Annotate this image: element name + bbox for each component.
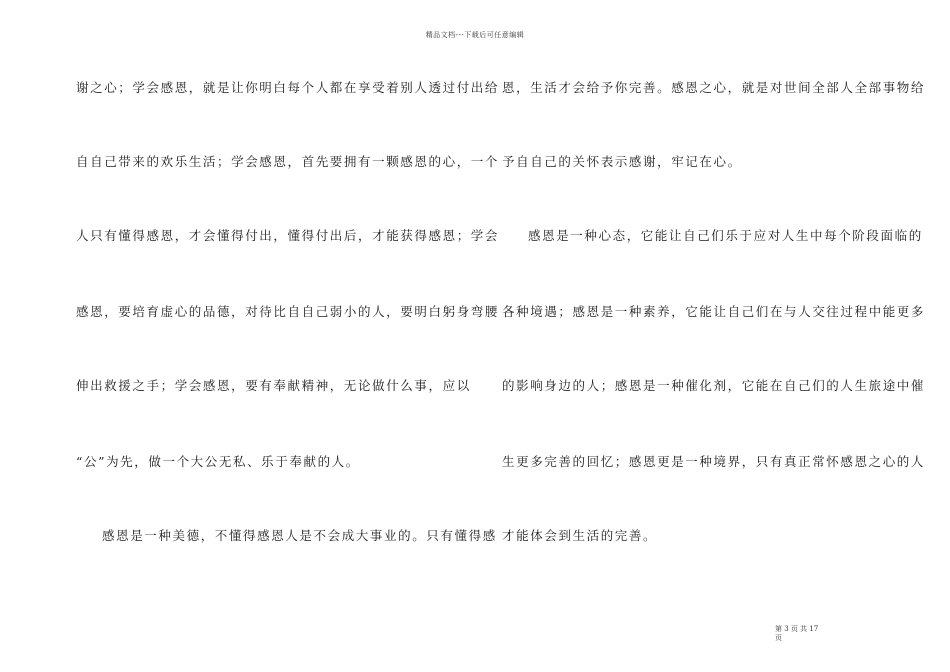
paragraph-line: “公”为先，做一个大公无私、乐于奉献的人。 (76, 454, 360, 469)
paragraph-line: 予自自己的关怀表示感谢，牢记在心。 (502, 154, 742, 169)
paragraph-line: 才能体会到生活的完善。 (502, 528, 658, 543)
paragraph-line: 人只有懂得感恩，才会懂得付出，懂得付出后，才能获得感恩；学会 (76, 228, 500, 243)
paragraph-line: 感恩是一种心态，它能让自己们乐于应对人生中每个阶段面临的 (528, 228, 923, 243)
page-number (775, 625, 818, 643)
paragraph-line: 感恩是一种美德，不懂得感恩人是不会成大事业的。只有懂得感 (102, 528, 497, 543)
page-number-line: 第 3 页 共 17 (775, 625, 819, 633)
paragraph-line: 伸出救援之手；学会感恩，要有奉献精神，无论做什么事，应以 (76, 378, 471, 393)
paragraph-line: 自自己带来的欢乐生活；学会感恩，首先要拥有一颗感恩的心，一个 (76, 154, 500, 169)
paragraph-line: 谢之心；学会感恩，就是让你明白每个人都在享受着别人透过付出给 (76, 80, 500, 95)
paragraph-line: 的影响身边的人；感恩是一种催化剂，它能在自己们的人生旅途中催 (502, 378, 926, 393)
page-number-suffix: 页 (775, 634, 782, 642)
paragraph-line: 各种境遇；感恩是一种素养，它能让自己们在与人交往过程中能更多 (502, 304, 926, 319)
page-header: 精品文档---下载后可任意编辑 (425, 31, 525, 39)
paragraph-line: 感恩，要培育虚心的品德，对待比自自己弱小的人，要明白躬身弯腰 (76, 304, 500, 319)
paragraph-line: 恩，生活才会给予你完善。感恩之心，就是对世间全部人全部事物给 (502, 80, 926, 95)
paragraph-line: 生更多完善的回忆；感恩更是一种境界，只有真正常怀感恩之心的人 (502, 454, 926, 469)
